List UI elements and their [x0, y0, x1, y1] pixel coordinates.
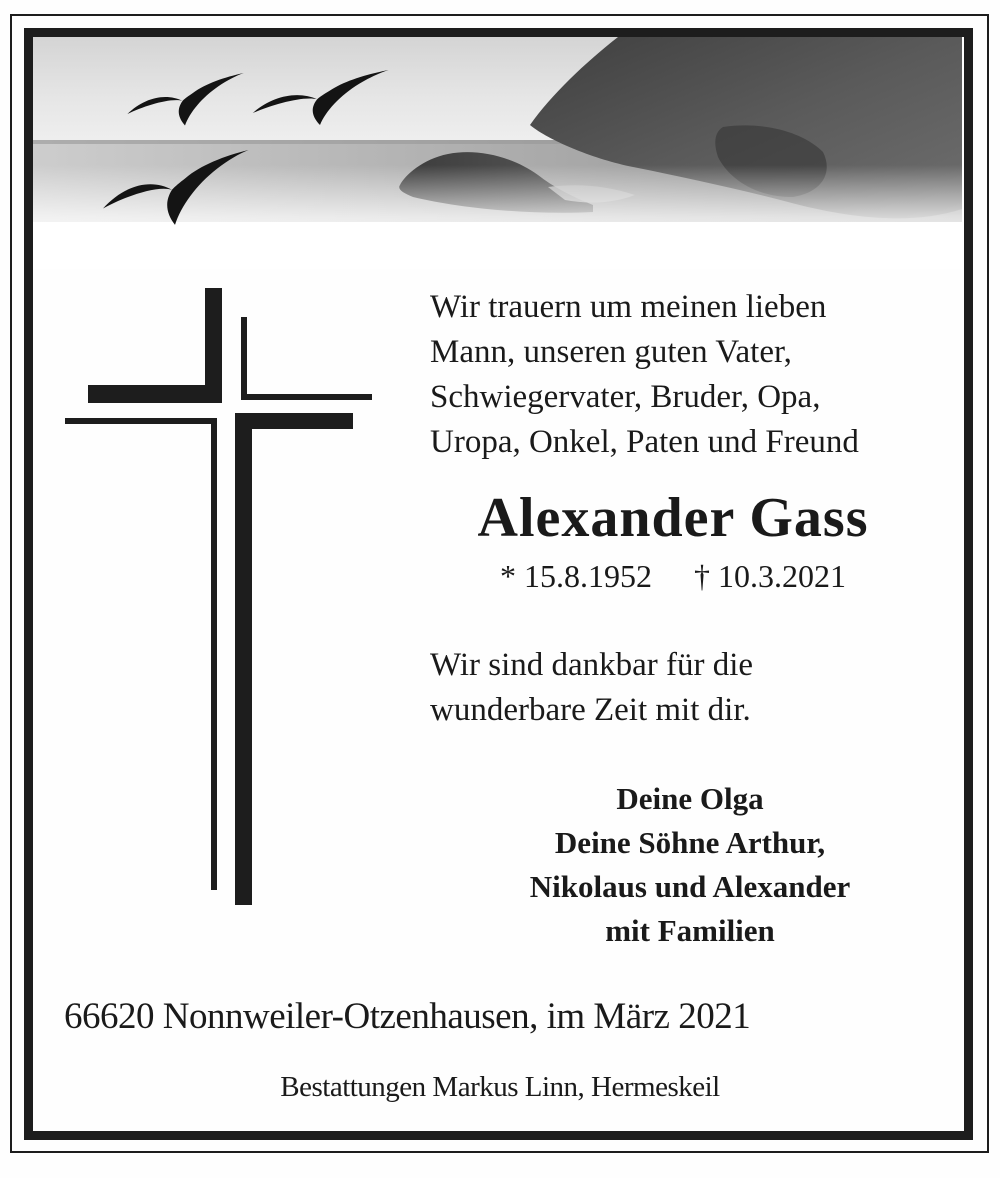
intro-line: Wir trauern um meinen lieben — [430, 289, 827, 325]
intro-line: Uropa, Onkel, Paten und Freund — [430, 424, 859, 460]
gratitude-text — [430, 643, 916, 733]
family-line: Deine Söhne Arthur, — [554, 825, 826, 860]
place-and-date: 66620 Nonnweiler-Otzenhausen, im März 2021 — [64, 996, 751, 1037]
death-date: † 10.3.2021 — [694, 558, 846, 594]
cross-thin-upper-right — [241, 317, 372, 400]
thanks-line: wunderbare Zeit mit dir. — [430, 692, 751, 728]
deceased-name: Alexander Gass — [477, 487, 869, 549]
cross-thick-lower-right — [235, 413, 353, 905]
coastal-photo — [33, 37, 962, 269]
mourning-intro — [430, 285, 916, 465]
intro-line: Mann, unseren guten Vater, — [430, 334, 792, 370]
family-line: Nikolaus und Alexander — [529, 869, 851, 904]
cross-thick-upper-left — [88, 288, 222, 403]
family-signatures — [430, 777, 916, 953]
thanks-line: Wir sind dankbar für die — [430, 647, 754, 683]
birth-date: * 15.8.1952 — [500, 558, 652, 594]
notice-text-column — [430, 285, 916, 953]
cross-thin-lower-left — [65, 418, 217, 890]
intro-line: Schwiegervater, Bruder, Opa, — [430, 379, 821, 415]
funeral-home: Bestattungen Markus Linn, Hermeskeil — [280, 1071, 720, 1103]
family-line: Deine Olga — [616, 781, 764, 816]
memorial-cross-icon — [55, 283, 375, 923]
family-line: mit Familien — [605, 913, 775, 948]
life-dates — [430, 557, 916, 595]
